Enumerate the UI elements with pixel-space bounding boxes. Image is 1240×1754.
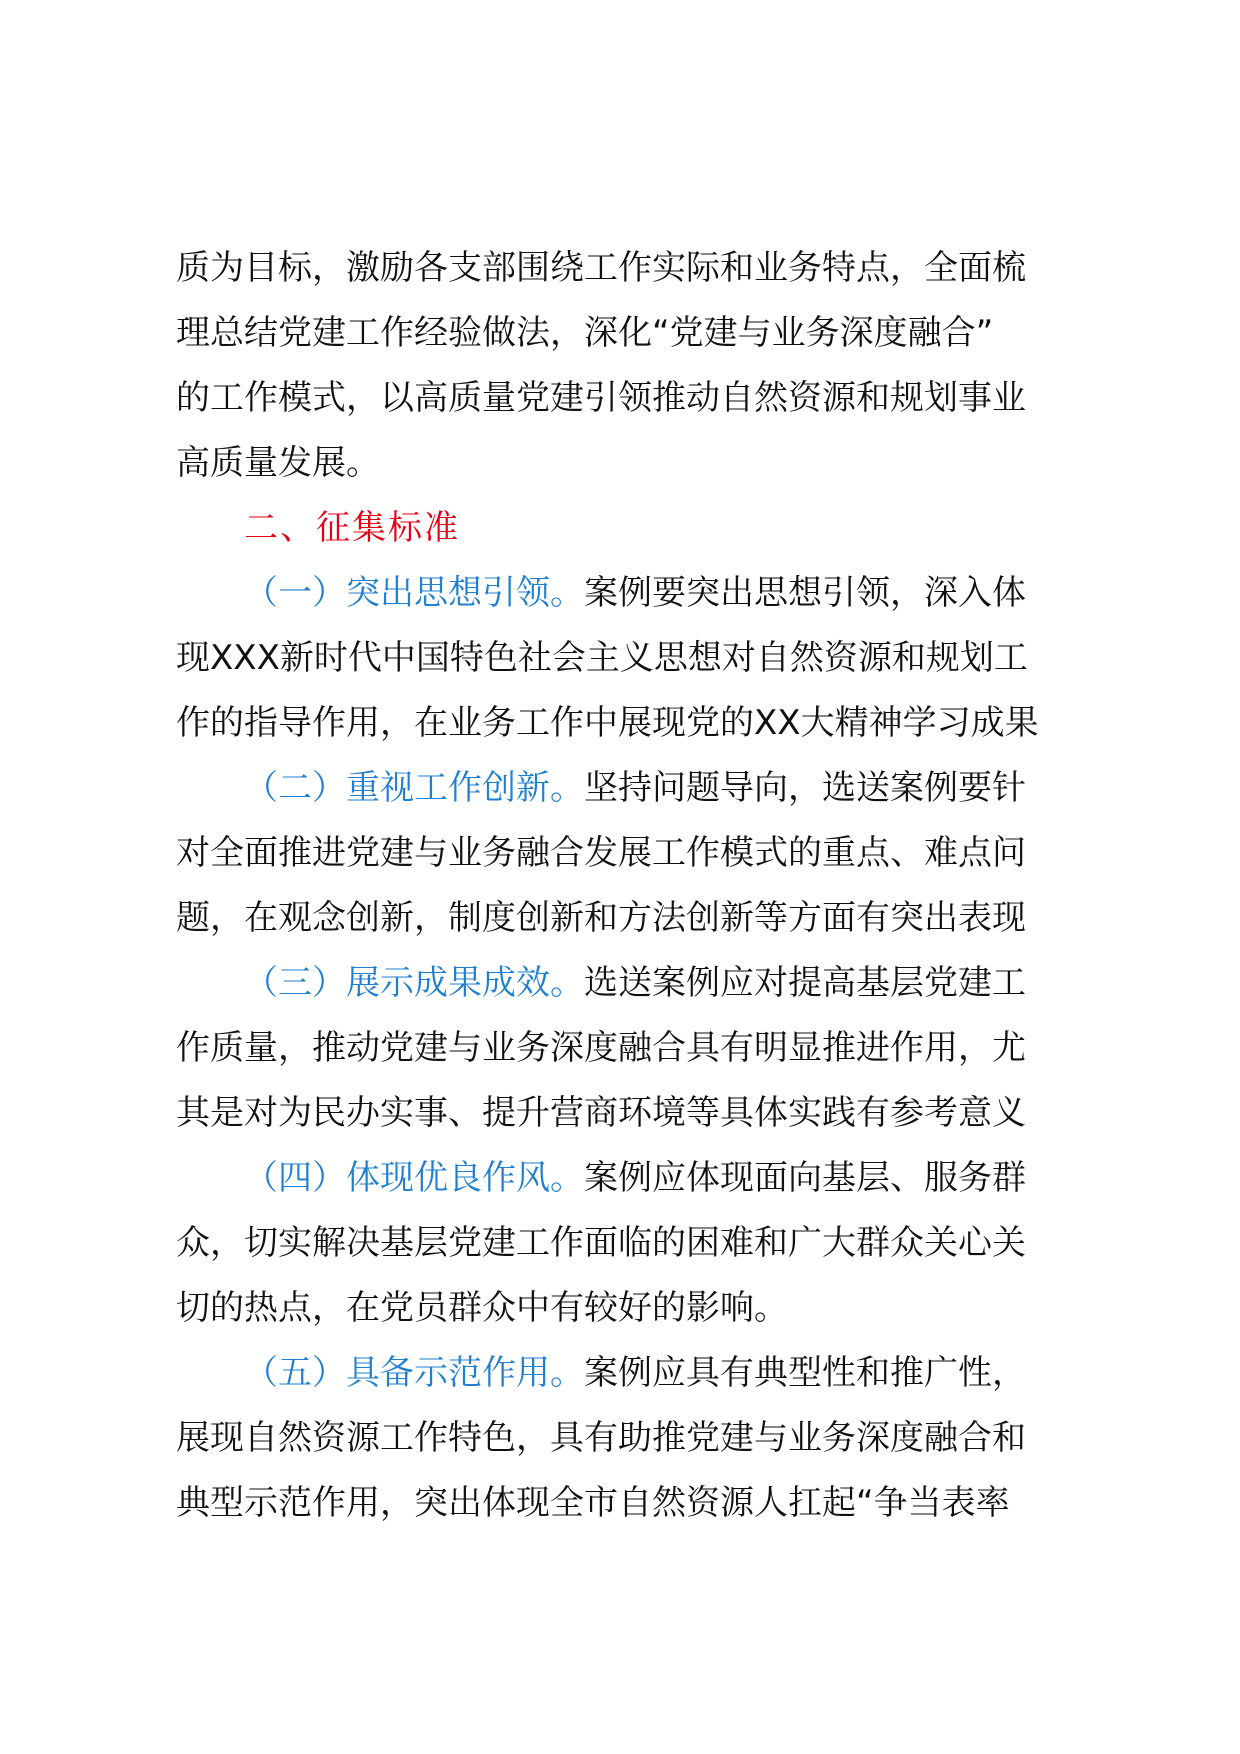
criteria-line: 现XXX新时代中国特色社会主义思想对自然资源和规划工 <box>176 638 1028 678</box>
criteria-text: 案例应体现面向基层、服务群 <box>584 1158 1026 1198</box>
criteria-line: 典型示范作用，突出体现全市自然资源人扛起“争当表率 <box>176 1483 1010 1523</box>
criteria-line: 作的指导作用，在业务工作中展现党的XX大精神学习成果 <box>176 703 1039 743</box>
criteria-label: （五）具备示范作用。 <box>244 1353 584 1393</box>
criteria-label: （三）展示成果成效。 <box>244 963 584 1003</box>
criteria-label: （二）重视工作创新。 <box>244 768 584 808</box>
intro-line: 质为目标，激励各支部围绕工作实际和业务特点，全面梳 <box>176 248 1026 288</box>
criteria-item-4 <box>176 1146 1096 1341</box>
intro-line: 的工作模式，以高质量党建引领推动自然资源和规划事业 <box>176 378 1026 418</box>
criteria-label: （一）突出思想引领。 <box>244 573 584 613</box>
criteria-text: 坚持问题导向，选送案例要针 <box>584 768 1026 808</box>
criteria-line: 切的热点，在党员群众中有较好的影响。 <box>176 1288 788 1328</box>
criteria-line: 对全面推进党建与业务融合发展工作模式的重点、难点问 <box>176 833 1026 873</box>
criteria-line: 展现自然资源工作特色，具有助推党建与业务深度融合和 <box>176 1418 1026 1458</box>
criteria-text: 选送案例应对提高基层党建工 <box>584 963 1026 1003</box>
criteria-item-5 <box>176 1341 1096 1536</box>
criteria-item-2 <box>176 756 1096 951</box>
document-body <box>176 236 1096 1536</box>
criteria-label: （四）体现优良作风。 <box>244 1158 584 1198</box>
section-heading: 二、征集标准 <box>244 508 460 548</box>
criteria-item-3 <box>176 951 1096 1146</box>
criteria-line: 题，在观念创新，制度创新和方法创新等方面有突出表现 <box>176 898 1026 938</box>
intro-paragraph <box>176 236 1096 496</box>
criteria-line: 众，切实解决基层党建工作面临的困难和广大群众关心关 <box>176 1223 1026 1263</box>
intro-line: 高质量发展。 <box>176 443 380 483</box>
criteria-text: 案例应具有典型性和推广性， <box>584 1353 1026 1393</box>
intro-line: 理总结党建工作经验做法，深化“党建与业务深度融合” <box>176 313 994 353</box>
criteria-line: 其是对为民办实事、提升营商环境等具体实践有参考意义 <box>176 1093 1026 1133</box>
criteria-line: 作质量，推动党建与业务深度融合具有明显推进作用，尤 <box>176 1028 1026 1068</box>
criteria-item-1 <box>176 561 1096 756</box>
criteria-text: 案例要突出思想引领，深入体 <box>584 573 1026 613</box>
